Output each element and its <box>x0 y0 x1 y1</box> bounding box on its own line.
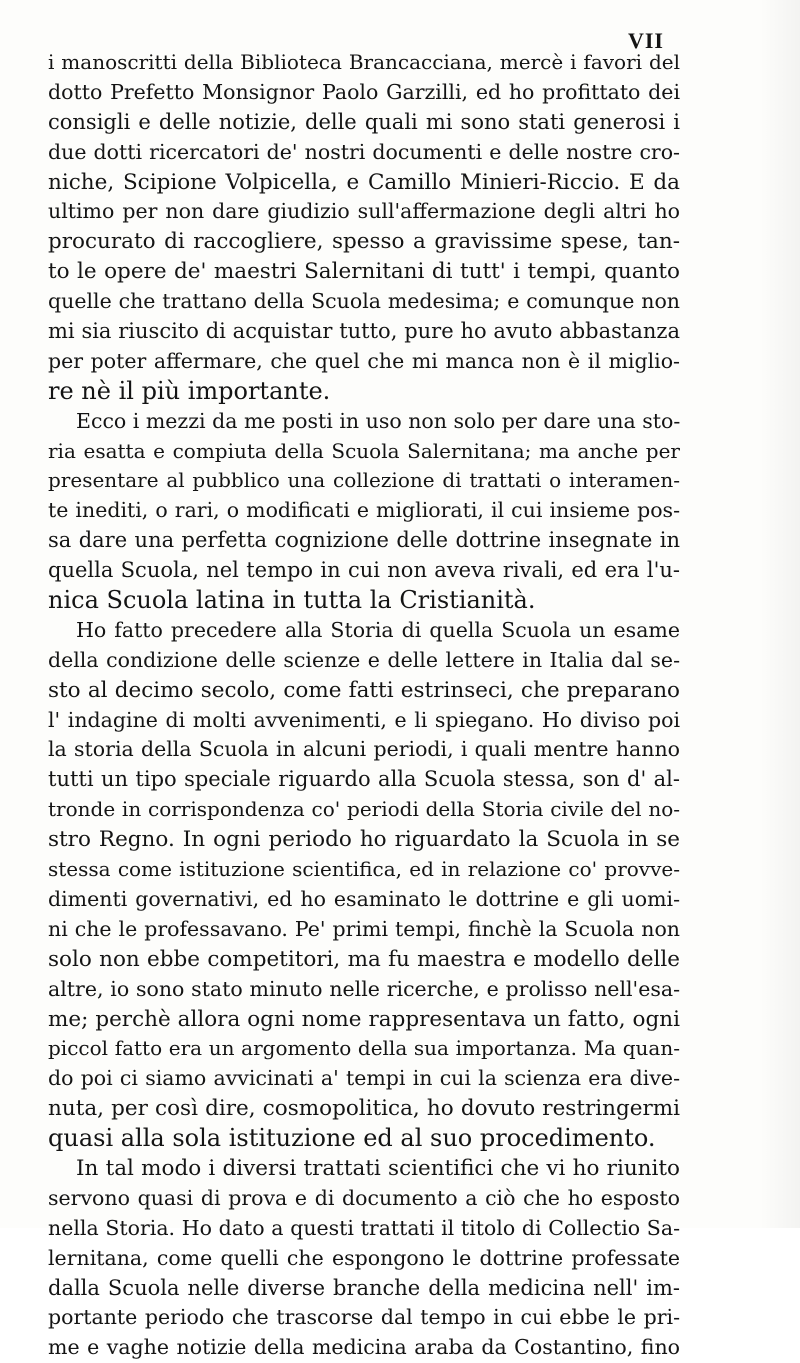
text-line: piccol fatto era un argomento della sua importanza. Ma quan- <box>48 1036 680 1061</box>
text-line: nella Storia. Ho dato a questi trattati il titolo di Collectio Sa- <box>48 1215 680 1240</box>
text-line: l' indagine di molti avvenimenti, e li spiegano. Ho diviso poi <box>48 707 680 732</box>
text-line: altre, io sono stato minuto nelle ricerche, e prolisso nell'esa- <box>48 976 680 1001</box>
text-line: presentare al pubblico una collezione di trattati o interamen- <box>48 468 680 493</box>
page-number: VII <box>627 28 664 53</box>
text-line: ria esatta e compiuta della Scuola Salernitana; ma anche per <box>48 438 680 463</box>
text-line: Ecco i mezzi da me posti in uso non solo per dare una sto- <box>76 408 681 433</box>
text-line: te inediti, o rari, o modificati e migliorati, il cui insieme pos- <box>48 498 680 523</box>
text-line: i manoscritti della Biblioteca Brancacciana, mercè i favori del <box>48 50 680 74</box>
text-line: dalla Scuola nelle diverse branche della medicina nell' im- <box>48 1275 680 1300</box>
text-line: per poter affermare, che quel che mi manca non è il miglio- <box>48 348 680 373</box>
text-line: quelle che trattano della Scuola medesima; e comunque non <box>48 289 680 314</box>
text-line: della condizione delle scienze e delle lettere in Italia dal se- <box>48 647 680 672</box>
text-line: consigli e delle notizie, delle quali mi sono stati generosi i <box>48 109 680 134</box>
text-line: tronde in corrispondenza co' periodi della Storia civile del no- <box>48 797 680 822</box>
text-line: re nè il più importante. <box>48 376 331 405</box>
text-line: mi sia riuscito di acquistar tutto, pure ho avuto abbastanza <box>48 319 680 344</box>
text-line: dimenti governativi, ed ho esaminato le dottrine e gli uomi- <box>48 886 680 911</box>
text-line: sto al decimo secolo, come fatti estrinseci, che preparano <box>48 677 680 703</box>
text-line: solo non ebbe competitori, ma fu maestra e modello delle <box>48 946 680 972</box>
text-line: lernitana, come quelli che espongono le dottrine professate <box>48 1245 680 1270</box>
text-line: due dotti ricercatori de' nostri documenti e delle nostre cro- <box>48 139 680 164</box>
paragraph-3 <box>48 616 680 1154</box>
text-line: procurato di raccogliere, spesso a gravissime spese, tan- <box>48 229 680 255</box>
paragraph-1 <box>48 48 680 407</box>
text-line: quasi alla sola istituzione ed al suo procedimento. <box>48 1124 656 1153</box>
text-line: do poi ci siamo avvicinati a' tempi in cui la scienza era dive- <box>48 1066 680 1091</box>
text-line: me e vaghe notizie della medicina araba da Costantino, fino <box>48 1335 680 1360</box>
text-line: dotto Prefetto Monsignor Paolo Garzilli, ed ho profittato dei <box>48 79 680 104</box>
paragraph-2 <box>48 407 680 616</box>
text-line: portante periodo che trascorse dal tempo in cui ebbe le pri- <box>48 1305 680 1330</box>
text-line: tutti un tipo speciale riguardo alla Scuola stessa, son d' al- <box>48 767 680 792</box>
text-line: In tal modo i diversi trattati scientifici che vi ho riunito <box>76 1155 680 1181</box>
text-line: nuta, per così dire, cosmopolitica, ho dovuto restringermi <box>48 1096 680 1122</box>
text-line: niche, Scipione Volpicella, e Camillo Minieri-Riccio. E da <box>48 169 680 195</box>
text-line: to le opere de' maestri Salernitani di tutt' i tempi, quanto <box>48 259 680 285</box>
text-line: stro Regno. In ogni periodo ho riguardato la Scuola in se <box>48 827 680 853</box>
text-line: servono quasi di prova e di documento a ciò che ho esposto <box>48 1185 680 1210</box>
body-text <box>48 48 680 1363</box>
text-line: nica Scuola latina in tutta la Cristianità. <box>48 586 536 615</box>
text-line: Ho fatto precedere alla Storia di quella Scuola un esame <box>76 617 680 642</box>
text-line: ni che le professavano. Pe' primi tempi, finchè la Scuola non <box>48 916 680 941</box>
text-line: la storia della Scuola in alcuni periodi, i quali mentre hanno <box>48 737 680 762</box>
text-line: stessa come istituzione scientifica, ed in relazione co' provve- <box>48 857 680 882</box>
paragraph-4 <box>48 1154 680 1363</box>
text-line: sa dare una perfetta cognizione delle dottrine insegnate in <box>48 528 680 553</box>
text-line: me; perchè allora ogni nome rappresentava un fatto, ogni <box>48 1006 680 1032</box>
text-line: quella Scuola, nel tempo in cui non aveva rivali, ed era l'u- <box>48 558 680 583</box>
text-line: ultimo per non dare giudizio sull'affermazione degli altri ho <box>48 199 680 224</box>
page-edge-shadow <box>760 0 800 1228</box>
